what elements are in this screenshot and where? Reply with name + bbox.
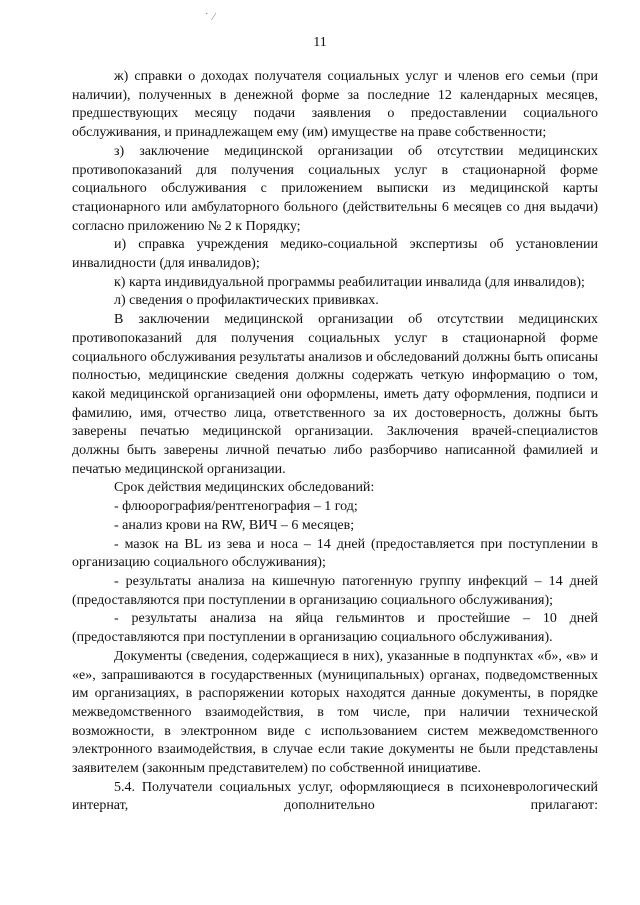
- list-item-helminths: - результаты анализа на яйца гельминтов и простейшие – 10 дней (предоставляются при поступлении в организацию социального обслуживания).: [72, 611, 598, 646]
- list-item-fluorography: - флюорография/рентгенография – 1 год;: [114, 499, 358, 515]
- paragraph-medical-conclusion: В заключении медицинской организации об отсутствии медицинских противопоказаний для получения социальных услуг в стационарной форме социального обслуживания результаты анализов и обследований должны быть описаны полностью, медицинские сведения должны содержать четкую информацию о том, какой медицинской организацией они оформлены, иметь дату оформления, подписи и фамилию, имя, отчество лица, ответственного за их достоверность, должны быть заверены печатью медицинской организации. Заключения врачей-специалистов должны быть заверены личной печатью либо разборчиво написанной фамилией и печатью медицинской организации.: [72, 312, 598, 477]
- page-number: 11: [313, 35, 327, 50]
- paragraph-validity-heading: Срок действия медицинских обследований:: [114, 480, 375, 496]
- document-body: [72, 68, 598, 816]
- paragraph-item-l: л) сведения о профилактических прививках.: [114, 293, 379, 309]
- paragraph-item-i: и) справка учреждения медико-социальной экспертизы об установлении инвалидности (для инвалидов);: [72, 237, 598, 272]
- paragraph-section-5-4: 5.4. Получатели социальных услуг, оформляющиеся в психоневрологический интернат, дополнительно прилагают:: [72, 779, 598, 814]
- scan-mark: ˙ ⁄: [205, 12, 216, 23]
- paragraph-item-k: к) карта индивидуальной программы реабилитации инвалида (для инвалидов);: [114, 274, 585, 290]
- paragraph-item-z: з) заключение медицинской организации об отсутствии медицинских противопоказаний для получения социальных услуг в стационарной форме социального обслуживания с приложением выписки из медицинской карты стационарного или амбулаторного больного (действительны 6 месяцев со дня выдачи) согласно приложению № 2 к Порядку;: [72, 143, 598, 234]
- paragraph-interagency-requests: Документы (сведения, содержащиеся в них), указанные в подпунктах «б», «в» и «е», запрашиваются в государственных (муниципальных) органах, подведомственных им организациях, в распоряжении которых находятся данные документы, в порядке межведомственного взаимодействия, в том числе, при наличии технической возможности, в электронном виде с использованием систем межведомственного электронного взаимодействия, в случае если такие документы не были представлены заявителем (законным представителем) по собственной инициативе.: [72, 648, 598, 777]
- list-item-bl-swab: - мазок на BL из зева и носа – 14 дней (предоставляется при поступлении в организацию социального обслуживания);: [72, 536, 598, 571]
- list-item-blood-test: - анализ крови на RW, ВИЧ – 6 месяцев;: [114, 517, 355, 533]
- list-item-intestinal-infections: - результаты анализа на кишечную патогенную группу инфекций – 14 дней (предоставляются при поступлении в организацию социального обслуживания);: [72, 573, 598, 608]
- paragraph-item-zh: ж) справки о доходах получателя социальных услуг и членов его семьи (при наличии), полученных в денежной форме за последние 12 календарных месяцев, предшествующих месяцу подачи заявления о предоставлении социального обслуживания, и принадлежащем ему (им) имуществе на праве собственности;: [72, 69, 598, 141]
